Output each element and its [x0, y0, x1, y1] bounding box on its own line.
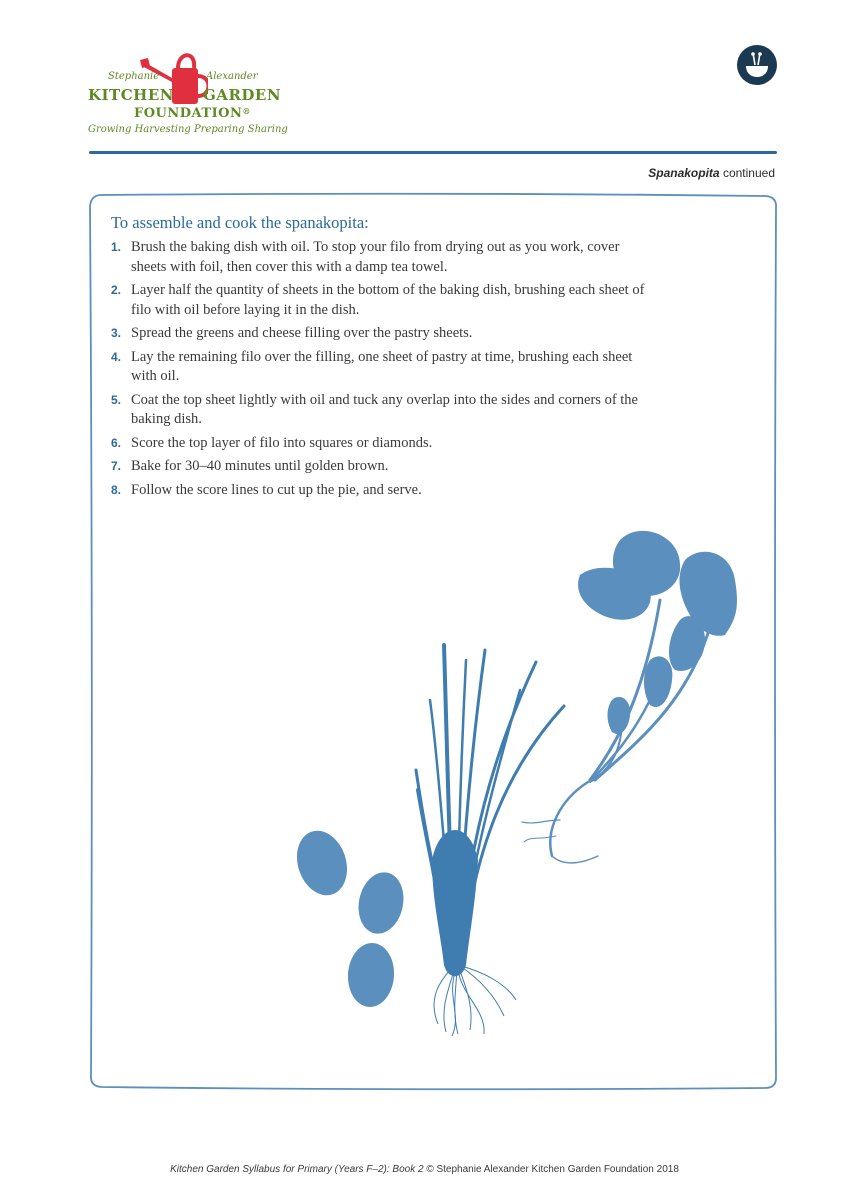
logo-line-alexander: Alexander [206, 71, 258, 82]
step-text: Spread the greens and cheese filling over the pastry sheets. [131, 325, 473, 341]
logo-tagline: Growing Harvesting Preparing Sharing [88, 124, 288, 135]
step-number: 5. [111, 392, 122, 407]
step-number: 6. [111, 435, 122, 450]
page-footer [0, 1164, 849, 1175]
spinach-illustration [578, 531, 737, 734]
step-number: 1. [111, 240, 122, 254]
step-number: 8. [111, 482, 122, 497]
recipe-name: Spanakopita [648, 166, 720, 180]
step-text: Score the top layer of filo into squares or diamonds. [131, 434, 433, 451]
logo-line-stephanie: Stephanie [108, 71, 160, 82]
step-number: 4. [111, 349, 122, 364]
onion-bulb-shape [432, 830, 478, 976]
section-title: To assemble and cook the spanakopita: [111, 213, 369, 232]
step-text: Bake for 30–40 minutes until golden brown. [131, 458, 389, 474]
logo-line-garden: GARDEN [203, 86, 282, 104]
step-number: 3. [111, 326, 122, 340]
step-text: Brush the baking dish with oil. To stop your filo from drying out as you work, cover sheets with foil, then cover this with a damp tea towel. [131, 239, 620, 275]
continued-label: continued [719, 166, 775, 180]
step-number: 2. [111, 283, 122, 297]
logo-line-kitchen: KITCHEN [88, 86, 174, 104]
onion-roots [434, 966, 516, 1036]
registered-mark: ® [242, 106, 251, 116]
step-text: Follow the score lines to cut up the pie, and serve. [131, 481, 422, 498]
step-text: Lay the remaining filo over the filling, one sheet of pastry at time, brushing each sheet with oil. [131, 348, 633, 384]
footer-book-title: Kitchen Garden Syllabus for Primary (Years F–2): Book 2 [170, 1164, 424, 1175]
footer-copyright: © Stephanie Alexander Kitchen Garden Foundation 2018 [423, 1164, 679, 1175]
logo-foundation-text: FOUNDATION [134, 106, 243, 121]
step-text: Coat the top sheet lightly with oil and tuck any overlap into the sides and corners of the baking dish. [131, 391, 638, 427]
eggs-illustration [289, 824, 409, 1008]
step-number: 7. [111, 459, 122, 473]
step-text: Layer half the quantity of sheets in the bottom of the baking dish, brushing each sheet of filo with oil before laying it in the dish. [131, 282, 645, 318]
